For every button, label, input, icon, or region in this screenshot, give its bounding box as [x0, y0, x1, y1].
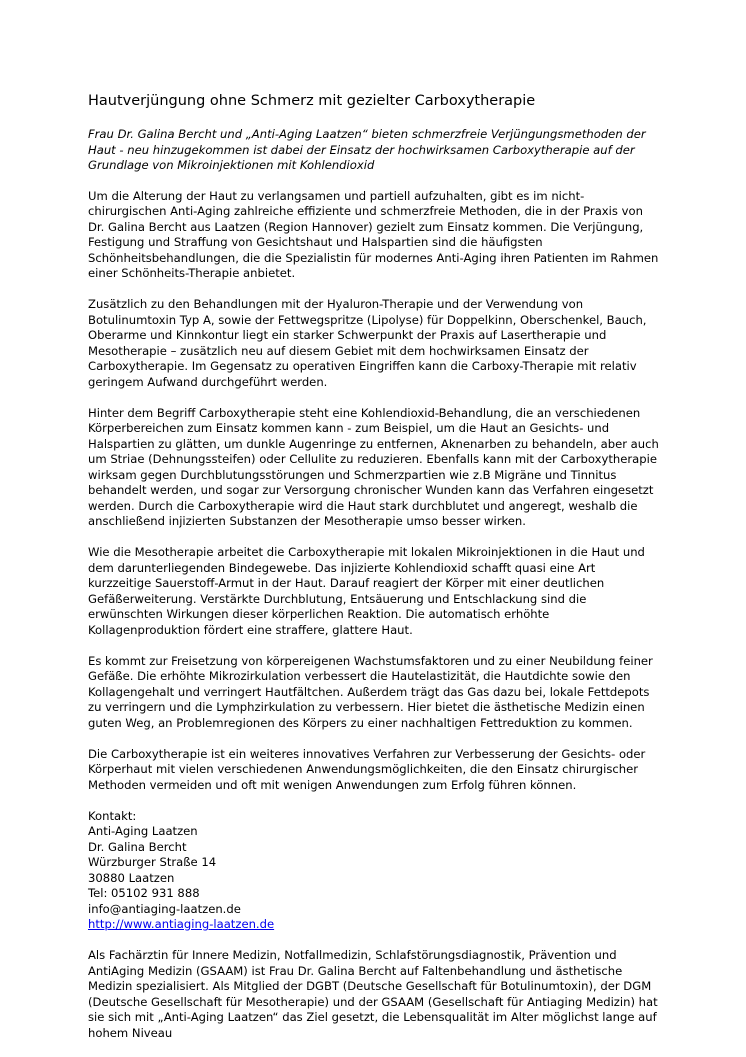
body-paragraph-5: Es kommt zur Freisetzung von körpereigenen Wachstumsfaktoren und zu einer Neubildung feiner Gefäße. Die erhöhte Mikrozirkulation verbessert die Hautelastizität, die Hautdichte sowie den Kollagengehalt und verringert Hautfältchen. Außerdem trägt das Gas dazu bei, lokale Fettdepots zu verringern und die Lymphzirkulation zu verbessern. Hier bietet die ästhetische Medizin einen guten Weg, an Problemregionen des Körpers zu einer nachhaltigen Fettreduktion zu kommen.	[88, 653, 653, 730]
body-paragraph-3: Hinter dem Begriff Carboxytherapie steht eine Kohlendioxid-Behandlung, die an verschiedenen Körperbereichen zum Einsatz kommen kann - zum Beispiel, um die Haut an Gesichts- und Halspartien zu glätten, um dunkle Augenringe zu entfernen, Aknenarben zu behandeln, aber auch um Striae (Dehnungssteifen) oder Cellulite zu reduzieren. Ebenfalls kann mit der Carboxytherapie wirksam gegen Durchblutungsstörungen und Schmerzpartien wie z.B Migräne und Tinnitus behandelt werden, und sogar zur Versorgung chronischer Wunden kann das Verfahren eingesetzt werden. Durch die Carboxytherapie wird die Haut stark durchblutet und angeregt, weshalb die anschließend injizierten Substanzen der Mesotherapie umso besser wirken.	[88, 405, 659, 528]
contact-heading: Kontakt:	[88, 808, 137, 823]
contact-email: info@antiaging-laatzen.de	[88, 901, 241, 916]
document-page	[88, 92, 662, 1057]
contact-city: 30880 Laatzen	[88, 870, 175, 885]
lead-paragraph: Frau Dr. Galina Bercht und „Anti-Aging Laatzen“ bieten schmerzfreie Verjüngungsmethoden der Haut - neu hinzugekommen ist dabei der Einsatz der hochwirksamen Carboxytherapie auf der Grundlage von Mikroinjektionen mit Kohlendioxid	[88, 127, 646, 172]
body-paragraph-1: Um die Alterung der Haut zu verlangsamen und partiell aufzuhalten, gibt es im nicht-chirurgischen Anti-Aging zahlreiche effiziente und schmerzfreie Methoden, die in der Praxis von Dr. Galina Bercht aus Laatzen (Region Hannover) gezielt zum Einsatz kommen. Die Verjüngung, Festigung und Straffung von Gesichtshaut und Halspartien sind die häufigsten Schönheitsbehandlungen, die die Spezialistin für modernes Anti-Aging ihren Patienten im Rahmen einer Schönheits-Therapie anbietet.	[88, 188, 659, 280]
closing-paragraph: Als Fachärztin für Innere Medizin, Notfallmedizin, Schlafstörungsdiagnostik, Prävention und AntiAging Medizin (GSAAM) ist Frau Dr. Galina Bercht auf Faltenbehandlung und ästhetische Medizin spezialisiert. Als Mitglied der DGBT (Deutsche Gesellschaft für Botulinumtoxin), der DGM (Deutsche Gesellschaft für Mesotherapie) und der GSAAM (Gesellschaft für Antiaging Medizin) hat sie sich mit „Anti-Aging Laatzen“ das Ziel gesetzt, die Lebensqualität im Alter möglichst lange auf hohem Niveau	[88, 948, 658, 1040]
body-paragraph-4: Wie die Mesotherapie arbeitet die Carboxytherapie mit lokalen Mikroinjektionen in die Haut und dem darunterliegenden Bindegewebe. Das injizierte Kohlendioxid schafft quasi eine Art kurzzeitige Sauerstoff-Armut in der Haut. Darauf reagiert der Körper mit einer deutlichen Gefäßerweiterung. Verstärkte Durchblutung, Entsäuerung und Entschlackung sind die erwünschten Wirkungen dieser körperlichen Reaktion. Die automatisch erhöhte Kollagenproduktion fördert eine straffere, glattere Haut.	[88, 545, 645, 637]
contact-street: Würzburger Straße 14	[88, 855, 217, 869]
contact-company: Anti-Aging Laatzen	[88, 824, 198, 838]
body-paragraph-6: Die Carboxytherapie ist ein weiteres innovatives Verfahren zur Verbesserung der Gesichts- oder Körperhaut mit vielen verschiedenen Anwendungsmöglichkeiten, die den Einsatz chirurgischer Methoden vermeiden und oft mit wenigen Anwendungen zum Erfolg führen können.	[88, 746, 646, 792]
document-title: Hautverjüngung ohne Schmerz mit gezielter Carboxytherapie	[88, 93, 536, 109]
contact-phone: Tel: 05102 931 888	[88, 886, 200, 900]
website-link[interactable]: http://www.antiaging-laatzen.de	[88, 917, 275, 931]
contact-block	[88, 809, 662, 933]
contact-name: Dr. Galina Bercht	[88, 839, 187, 854]
body-paragraph-2: Zusätzlich zu den Behandlungen mit der Hyaluron-Therapie und der Verwendung von Botulinumtoxin Typ A, sowie der Fettwegspritze (Lipolyse) für Doppelkinn, Oberschenkel, Bauch, Oberarme und Kinnkontur liegt ein starker Schwerpunkt der Praxis auf Lasertherapie und Mesotherapie – zusätzlich neu auf diesem Gebiet mit dem hochwirksamen Einsatz der Carboxytherapie. Im Gegensatz zu operativen Eingriffen kann die Carboxy-Therapie mit relativ geringem Aufwand durchgeführt werden.	[88, 297, 647, 389]
